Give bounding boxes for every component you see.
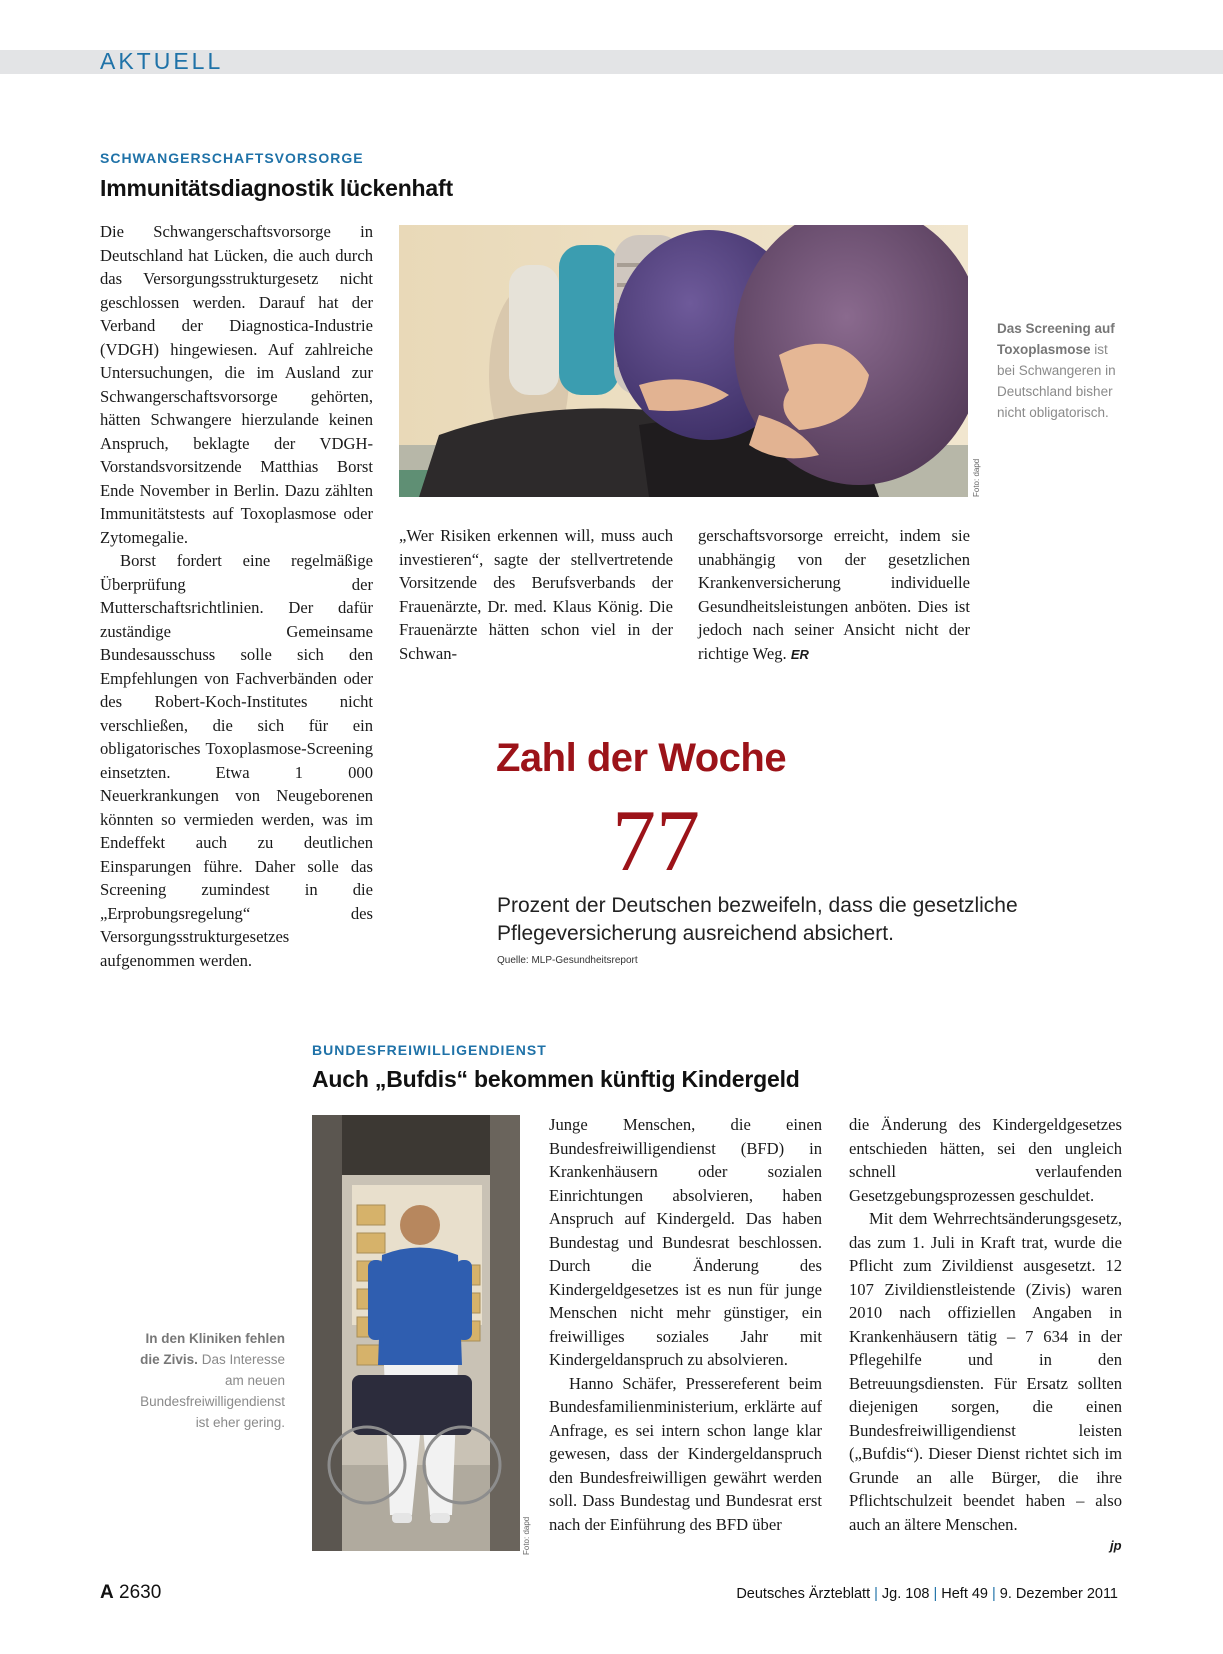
zahl-der-woche-source: Quelle: MLP-Gesundheitsreport (497, 955, 638, 966)
page-number-value: 2630 (119, 1582, 162, 1603)
footer-citation: Deutsches Ärzteblatt | Jg. 108 | Heft 49 | 9. Dezember 2011 (736, 1586, 1118, 1602)
footer-volume: Jg. 108 (881, 1586, 930, 1602)
article1-paragraph: „Wer Risiken erkennen will, muss auch investieren“, sagte der stellvertretende Vorsitzende des Berufsverbands der Frauenärzte, Dr. med. Klaus König. Die Frauenärzte hätten schon viel in der Schwan- (399, 526, 673, 663)
article1-paragraph: Borst fordert eine regelmäßige Überprüfung der Mutterschaftsrichtlinien. Der dafür zuständige Gemeinsame Bundesausschuss solle sich den Empfehlungen von Fachverbänden oder des Robert-Koch-Institutes nicht verschließen, die sich für ein obligatorisches Toxoplasmose-Screening einsetzten. Etwa 1 000 Neuerkrankungen von Neugeborenen könnten so vermieden werden, was im Endeffekt auch zu deutlichen Einsparungen führe. Daher solle das Screening zumindest in die „Erprobungsregelung“ des Versorgungsstrukturgesetzes aufgenommen werden. (100, 551, 373, 970)
article1-column-2 (399, 524, 673, 665)
article2-caption-text: Das Interesse am neuen Bundesfreiwilligendienst ist eher gering. (140, 1352, 285, 1430)
article1-column-1 (100, 220, 373, 972)
article2-caption-bold: In den Kliniken fehlen die Zivis. (140, 1331, 285, 1367)
pregnant-women-photo (399, 225, 968, 497)
article2-kicker: BUNDESFREIWILLIGENDIENST (312, 1042, 547, 1058)
article1-caption-bold: Das Screening auf Toxoplasmose (997, 321, 1115, 357)
article1-signature: ER (790, 646, 809, 662)
page-number (100, 1582, 161, 1604)
article2-paragraph: Mit dem Wehrrechtsänderungsgesetz, das zum 1. Juli in Kraft trat, wurde die Pflicht zum Zivildienst ausgesetzt. 12 107 Zivildienstleistende (Zivis) waren 2010 nach offiziellen Angaben in Krankenhäusern tätig – 7 634 in der Pflegehilfe und in den Betreuungsdiensten. Für Ersatz sollten diejenigen sorgen, die einen Bundesfreiwilligendienst leisten („Bufdis“). Dieser Dienst richtet sich im Grunde an alle Bürger, die ihre Pflichtschulzeit beendet haben – also auch an ältere Menschen. (849, 1209, 1122, 1534)
article1-column-3 (698, 524, 970, 666)
section-label: AKTUELL (100, 48, 224, 74)
footer-journal: Deutsches Ärzteblatt (736, 1586, 871, 1602)
article2-column-1 (549, 1113, 822, 1536)
article2-photo-credit: Foto: dapd (522, 1516, 531, 1555)
article1-caption (997, 318, 1127, 423)
article1-headline: Immunitätsdiagnostik lückenhaft (100, 175, 453, 201)
article1-col3-text: gerschaftsvorsorge erreicht, indem sie unabhängig von der gesetzlichen Krankenversicherung individuelle Gesundheitsleistungen anböten. Dies ist jedoch nach seiner Ansicht nicht der richtige Weg. (698, 526, 970, 663)
article2-caption (140, 1328, 285, 1433)
zahl-der-woche-number: 77 (612, 793, 700, 890)
article2-column-2 (849, 1113, 1122, 1536)
article2-paragraph: Hanno Schäfer, Pressereferent beim Bundesfamilienministerium, erklärte auf Anfrage, es sei intern schon lange klar gewesen, dass der Kindergeldanspruch den Bundesfreiwilligen gewährt werden soll. Dass Bundestag und Bundesrat erst nach der Einführung des BFD über (549, 1373, 822, 1534)
article2-signature: jp (1110, 1538, 1122, 1553)
article1-photo-credit: Foto: dapd (972, 458, 981, 497)
article2-headline: Auch „Bufdis“ bekommen künftig Kindergeld (312, 1066, 800, 1092)
hospital-illustration (312, 1115, 520, 1551)
zahl-der-woche-title: Zahl der Woche (496, 736, 787, 780)
hospital-wheelchair-photo (312, 1115, 520, 1551)
footer-issue: Heft 49 (941, 1586, 988, 1602)
zahl-der-woche-text: Prozent der Deutschen bezweifeln, dass die gesetzliche Pflegeversicherung ausreichend absichert. (497, 894, 1018, 945)
article1-kicker: SCHWANGERSCHAFTSVORSORGE (100, 150, 364, 166)
article1-caption-text: ist bei Schwangeren in Deutschland bisher nicht obligatorisch. (997, 342, 1116, 420)
article1-paragraph (698, 524, 970, 666)
footer-date: 9. Dezember 2011 (999, 1586, 1118, 1602)
page-prefix: A (100, 1582, 114, 1603)
article2-paragraph: die Änderung des Kindergeldgesetzes entschieden hätten, sei den ungleich schnell verlaufenden Gesetzgebungsprozessen geschuldet. (849, 1115, 1122, 1205)
article1-paragraph: Die Schwangerschaftsvorsorge in Deutschland hat Lücken, die auch durch das Versorgungsstrukturgesetz nicht geschlossen werden. Darauf hat der Verband der Diagnostica-Industrie (VDGH) hingewiesen. Auf zahlreiche Untersuchungen, die im Ausland zur Schwangerschaftsvorsorge gehörten, hätten Schwangere hierzulande keinen Anspruch, beklagte der VDGH-Vorstandsvorsitzende Matthias Borst Ende November in Berlin. Dazu zählten Immunitätstests auf Toxoplasmose oder Zytomegalie. (100, 222, 373, 547)
article2-paragraph: Junge Menschen, die einen Bundesfreiwilligendienst (BFD) in Krankenhäusern oder sozialen Einrichtungen absolvieren, haben Anspruch auf Kindergeld. Das haben Bundestag und Bundesrat beschlossen. Durch die Änderung des Kindergeldgesetzes ist es nun für junge Menschen nicht mehr günstiger, ein freiwilliges soziales Jahr mit Kindergeldanspruch zu absolvieren. (549, 1115, 822, 1369)
pregnant-women-illustration (399, 225, 968, 497)
